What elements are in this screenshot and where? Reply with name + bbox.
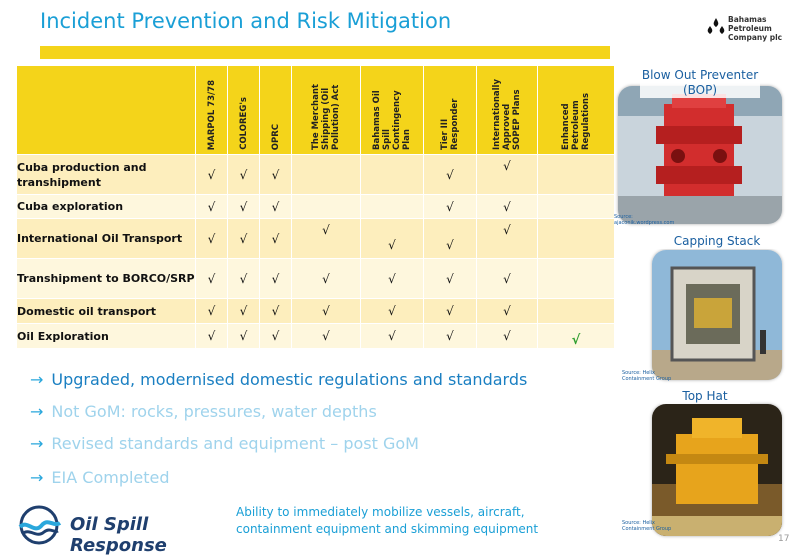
bullet-text: Upgraded, modernised domestic regulations and standards xyxy=(51,370,528,389)
table-cell xyxy=(538,259,615,299)
source-line: Source: Helix xyxy=(622,370,656,376)
table-cell: √ xyxy=(228,195,260,219)
wave-logo-icon xyxy=(12,505,66,545)
bop-label: Blow Out Preventer (BOP) xyxy=(641,68,759,97)
table-row xyxy=(17,259,615,299)
table-cell: √ xyxy=(196,324,228,349)
bullet-item xyxy=(30,402,377,421)
source-line: ajaconik.wordpress.com xyxy=(614,220,675,226)
table-cell: √ xyxy=(424,324,477,349)
table-cell: √ xyxy=(361,259,424,299)
company-name-line: Company plc xyxy=(728,33,783,42)
table-cell: √ xyxy=(228,299,260,324)
page-number: 17 xyxy=(778,534,790,544)
table-cell xyxy=(538,219,615,259)
bullet-text: Not GoM: rocks, pressures, water depths xyxy=(51,402,377,421)
company-logo xyxy=(706,15,796,45)
arrow-icon: → xyxy=(30,434,44,453)
table-cell: √ xyxy=(477,219,538,259)
table-cell xyxy=(361,195,424,219)
table-row xyxy=(17,195,615,219)
capping-stack-label: Capping Stack xyxy=(652,234,782,249)
table-cell: √ xyxy=(196,299,228,324)
page-title: Incident Prevention and Risk Mitigation xyxy=(40,9,452,33)
table-cell xyxy=(538,299,615,324)
bullet-item xyxy=(30,434,419,453)
row-label: Cuba production and transhipment xyxy=(17,155,196,195)
table-cell: √ xyxy=(477,155,538,195)
column-header: Tier III Responder xyxy=(424,66,477,155)
table-cell: √ xyxy=(361,219,424,259)
table-cell: √ xyxy=(477,195,538,219)
table-cell: √ xyxy=(260,259,292,299)
source-line: Source: Helix xyxy=(622,520,656,526)
column-header: MARPOL 73/78 xyxy=(196,66,228,155)
row-label: Transhipment to BORCO/SRP xyxy=(17,259,196,299)
company-name-line: Petroleum xyxy=(728,24,772,33)
bullet-text: Revised standards and equipment – post GoM xyxy=(51,434,419,453)
table-cell: √ xyxy=(260,155,292,195)
arrow-icon: → xyxy=(30,370,44,389)
top-hat-image xyxy=(652,404,782,536)
column-header: The Merchant Shipping (Oil Pollution) Act xyxy=(292,66,361,155)
table-cell: √ xyxy=(477,299,538,324)
bop-photo xyxy=(618,86,782,224)
row-label: International Oil Transport xyxy=(17,219,196,259)
table-cell: √ xyxy=(424,299,477,324)
company-name-line: Bahamas xyxy=(728,15,767,24)
mobilization-note xyxy=(236,504,538,538)
bullet-item xyxy=(30,370,527,389)
arrow-icon: → xyxy=(30,402,44,421)
capping-stack-photo xyxy=(652,250,782,380)
bop-image xyxy=(618,86,782,224)
table-cell: √ xyxy=(477,324,538,349)
row-label: Domestic oil transport xyxy=(17,299,196,324)
capping-stack-image xyxy=(652,250,782,380)
table-cell: √ xyxy=(196,259,228,299)
table-cell xyxy=(538,195,615,219)
table-cell: √ xyxy=(424,219,477,259)
column-header: Bahamas Oil Spill Contingency Plan xyxy=(361,66,424,155)
top-hat-label: Top Hat xyxy=(660,389,750,404)
table-cell: √ xyxy=(228,219,260,259)
table-cell: √ xyxy=(361,299,424,324)
column-header: Enhanced Petroleum Regulations xyxy=(538,66,615,155)
table-cell: √ xyxy=(424,195,477,219)
table-cell: √ xyxy=(228,259,260,299)
arrow-icon: → xyxy=(30,468,44,487)
table-cell: √ xyxy=(424,259,477,299)
table-cell: √ xyxy=(424,155,477,195)
table-header-row xyxy=(17,66,615,155)
table-cell: √ xyxy=(196,195,228,219)
table-cell: √ xyxy=(260,219,292,259)
top-hat-photo xyxy=(652,404,782,536)
table-cell: √ xyxy=(260,299,292,324)
column-header: OPRC xyxy=(260,66,292,155)
column-header: COLOREG's xyxy=(228,66,260,155)
top-hat-source xyxy=(622,520,671,532)
capping-stack-source xyxy=(622,370,671,382)
bop-source xyxy=(614,214,674,226)
table-cell: √ xyxy=(538,324,615,349)
title-accent-bar xyxy=(40,46,610,59)
table-cell xyxy=(292,195,361,219)
table-cell: √ xyxy=(228,155,260,195)
table-cell xyxy=(292,155,361,195)
table-cell: √ xyxy=(361,324,424,349)
row-label: Cuba exploration xyxy=(17,195,196,219)
table-cell: √ xyxy=(292,324,361,349)
logo-text: Oil Spill Response xyxy=(70,514,167,556)
table-cell: √ xyxy=(292,299,361,324)
source-line: Containment Group xyxy=(622,376,672,382)
column-header: Internationally Approved SOPEP Plans xyxy=(477,66,538,155)
oil-spill-response-logo xyxy=(12,505,217,556)
note-line: containment equipment and skimming equipment xyxy=(236,522,539,536)
table-cell: √ xyxy=(292,219,361,259)
table-cell: √ xyxy=(196,219,228,259)
table-cell xyxy=(538,155,615,195)
table-row xyxy=(17,299,615,324)
table-cell: √ xyxy=(196,155,228,195)
source-line: Source: xyxy=(614,214,633,220)
table-corner xyxy=(17,66,196,155)
bullet-text: EIA Completed xyxy=(51,468,170,487)
table-cell: √ xyxy=(228,324,260,349)
table-row xyxy=(17,219,615,259)
regulations-table xyxy=(16,65,615,349)
company-name xyxy=(728,15,782,42)
table-cell: √ xyxy=(260,324,292,349)
table-cell: √ xyxy=(477,259,538,299)
table-cell: √ xyxy=(260,195,292,219)
company-logo-icon xyxy=(706,17,726,39)
note-line: Ability to immediately mobilize vessels, aircraft, xyxy=(236,505,525,519)
table-row xyxy=(17,324,615,349)
table-cell: √ xyxy=(292,259,361,299)
table-row xyxy=(17,155,615,195)
table-cell xyxy=(361,155,424,195)
bullet-item xyxy=(30,468,170,487)
row-label: Oil Exploration xyxy=(17,324,196,349)
source-line: Containment Group xyxy=(622,526,672,532)
